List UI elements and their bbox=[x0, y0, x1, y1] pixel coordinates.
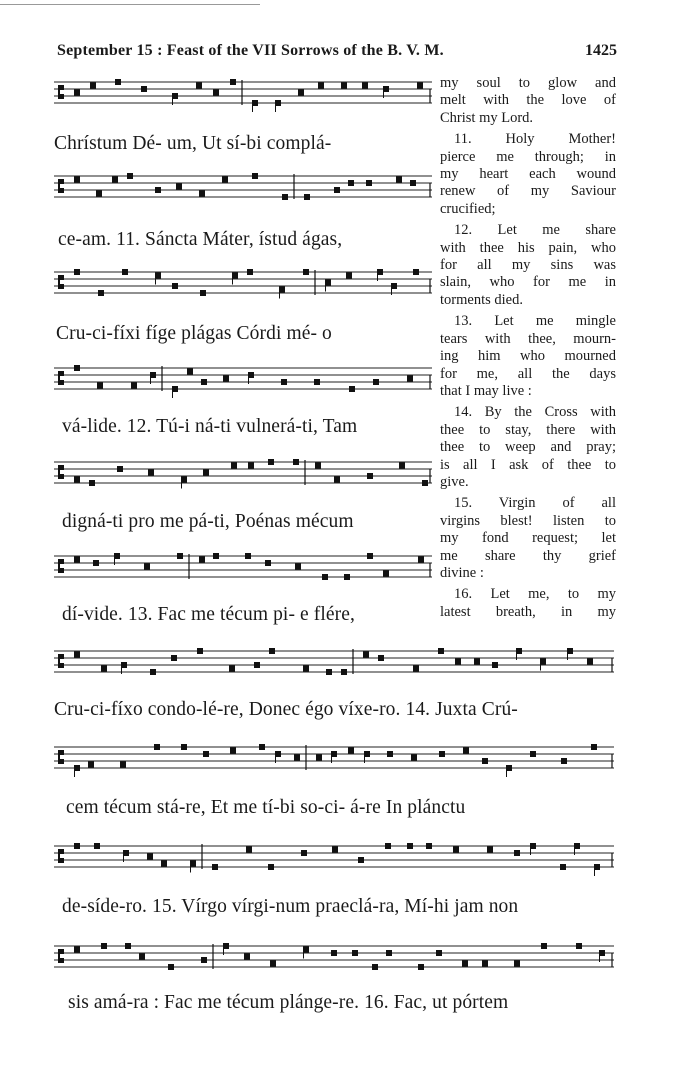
verse-line: torments died. bbox=[440, 291, 523, 308]
neume-note bbox=[213, 553, 219, 559]
verse-line: give. bbox=[440, 473, 469, 490]
neume-note bbox=[197, 648, 203, 654]
neume-note bbox=[74, 557, 80, 563]
neume-note bbox=[482, 961, 488, 967]
neume-note bbox=[304, 194, 310, 200]
neume-note bbox=[413, 666, 419, 672]
verse-line: 16. Let me, to my bbox=[454, 586, 616, 603]
verse-line: 13. Let me mingle bbox=[454, 313, 616, 330]
neume-note bbox=[74, 365, 80, 371]
neume-note bbox=[147, 854, 153, 860]
lyric-line: cem técum stá-re, Et me tí-bi so-ci- á-re In plánctu bbox=[66, 797, 466, 818]
neume-note bbox=[576, 943, 582, 949]
neume-note bbox=[591, 744, 597, 750]
neume-note bbox=[560, 864, 566, 870]
neume-note bbox=[439, 751, 445, 757]
neume-note bbox=[196, 83, 202, 89]
neume-note bbox=[150, 669, 156, 675]
neume-note bbox=[383, 571, 389, 577]
neume-note bbox=[363, 652, 369, 658]
neume-note bbox=[348, 748, 354, 754]
neume-note bbox=[245, 553, 251, 559]
neume-note bbox=[453, 847, 459, 853]
neume-note bbox=[177, 553, 183, 559]
neume-note bbox=[407, 376, 413, 382]
neume-note bbox=[171, 655, 177, 661]
verse-paragraph bbox=[440, 586, 616, 621]
neume-note bbox=[315, 463, 321, 469]
neume-note bbox=[74, 477, 80, 483]
verse-line: my fond request; let bbox=[440, 530, 616, 547]
neume-note bbox=[422, 480, 428, 486]
neume-note bbox=[172, 93, 178, 99]
neume-note bbox=[349, 386, 355, 392]
neume-note bbox=[248, 372, 254, 378]
neume-note bbox=[411, 755, 417, 761]
neume-note bbox=[303, 947, 309, 953]
neume-note bbox=[74, 947, 80, 953]
neume-note bbox=[387, 751, 393, 757]
page-number: 1425 bbox=[585, 42, 617, 59]
verse-paragraph bbox=[440, 75, 616, 127]
neume-note bbox=[352, 950, 358, 956]
verse-line: thee to stay, there with bbox=[440, 421, 616, 438]
neume-note bbox=[372, 964, 378, 970]
verse-line: with thee his pain, who bbox=[440, 239, 616, 256]
staff-drawing bbox=[54, 940, 614, 976]
neume-note bbox=[344, 574, 350, 580]
chant-staff bbox=[54, 940, 614, 976]
neume-note bbox=[378, 655, 384, 661]
staff-drawing bbox=[54, 362, 432, 398]
verse-line: 15. Virgin of all bbox=[454, 495, 616, 512]
verse-line: 11. Holy Mother! bbox=[454, 131, 616, 148]
neume-note bbox=[362, 83, 368, 89]
neume-note bbox=[318, 83, 324, 89]
neume-note bbox=[172, 283, 178, 289]
neume-note bbox=[244, 954, 250, 960]
neume-note bbox=[89, 480, 95, 486]
neume-note bbox=[90, 83, 96, 89]
neume-note bbox=[230, 748, 236, 754]
neume-note bbox=[373, 379, 379, 385]
neume-note bbox=[88, 762, 94, 768]
neume-note bbox=[94, 843, 100, 849]
clef-icon bbox=[58, 654, 64, 668]
verse-line: divine : bbox=[440, 564, 484, 581]
neume-note bbox=[96, 191, 102, 197]
neume-note bbox=[540, 659, 546, 665]
verse-line: pierce me through; in bbox=[440, 148, 616, 165]
neume-note bbox=[426, 843, 432, 849]
clef-icon bbox=[58, 559, 64, 573]
neume-note bbox=[514, 850, 520, 856]
neume-note bbox=[417, 83, 423, 89]
neume-note bbox=[487, 847, 493, 853]
neume-note bbox=[386, 950, 392, 956]
lyric-line: de-síde-ro. 15. Vírgo vírgi-num praeclá-ra, Mí-hi jam non bbox=[62, 896, 519, 917]
running-title: September 15 : Feast of the VII Sorrows of the B. V. M. bbox=[57, 42, 444, 59]
neume-note bbox=[150, 372, 156, 378]
neume-note bbox=[303, 269, 309, 275]
neume-note bbox=[275, 751, 281, 757]
neume-note bbox=[101, 666, 107, 672]
staff-drawing bbox=[54, 76, 432, 112]
neume-note bbox=[203, 470, 209, 476]
verse-line: my heart each wound bbox=[440, 166, 616, 183]
verse-line: that I may live : bbox=[440, 382, 532, 399]
neume-note bbox=[463, 748, 469, 754]
neume-note bbox=[203, 751, 209, 757]
clef-icon bbox=[58, 465, 64, 479]
verse-line: 14. By the Cross with bbox=[454, 404, 616, 421]
neume-note bbox=[112, 177, 118, 183]
neume-note bbox=[98, 290, 104, 296]
neume-note bbox=[122, 269, 128, 275]
neume-note bbox=[97, 383, 103, 389]
clef-icon bbox=[58, 275, 64, 289]
lyric-line: sis amá-ra : Fac me técum plánge-re. 16. Fac, ut pórtem bbox=[68, 992, 509, 1013]
neume-note bbox=[222, 177, 228, 183]
verse-line: thee to weep and pray; bbox=[440, 439, 616, 456]
lyric-line: Chrístum Dé- um, Ut sí-bi complá- bbox=[54, 133, 332, 154]
neume-note bbox=[115, 79, 121, 85]
neume-note bbox=[574, 843, 580, 849]
neume-note bbox=[474, 659, 480, 665]
neume-note bbox=[168, 964, 174, 970]
neume-note bbox=[74, 90, 80, 96]
neume-note bbox=[223, 376, 229, 382]
neume-note bbox=[229, 666, 235, 672]
neume-note bbox=[331, 751, 337, 757]
lyric-line: dí-vide. 13. Fac me técum pi- e flére, bbox=[62, 604, 355, 625]
neume-note bbox=[332, 847, 338, 853]
neume-note bbox=[561, 758, 567, 764]
neume-note bbox=[399, 463, 405, 469]
neume-note bbox=[438, 648, 444, 654]
neume-note bbox=[275, 100, 281, 106]
verse-line: ing him who mourned bbox=[440, 348, 616, 365]
neume-note bbox=[252, 100, 258, 106]
verse-line: is all I ask of thee to bbox=[440, 456, 616, 473]
lyric-line: vá-lide. 12. Tú-i ná-ti vulnerá-ti, Tam bbox=[62, 416, 358, 437]
neume-note bbox=[482, 758, 488, 764]
neume-note bbox=[269, 648, 275, 654]
neume-note bbox=[314, 379, 320, 385]
chant-staff bbox=[54, 170, 432, 206]
neume-note bbox=[587, 659, 593, 665]
verse-line: my soul to glow and bbox=[440, 75, 616, 91]
lyric-line: Cru-ci-fíxo condo-lé-re, Donec égo víxe-ro. 14. Juxta Crú- bbox=[54, 699, 518, 720]
neume-note bbox=[326, 669, 332, 675]
neume-note bbox=[114, 553, 120, 559]
neume-note bbox=[492, 662, 498, 668]
neume-note bbox=[316, 755, 322, 761]
clef-icon bbox=[58, 949, 64, 963]
neume-note bbox=[407, 843, 413, 849]
neume-note bbox=[230, 79, 236, 85]
neume-note bbox=[377, 269, 383, 275]
verse-line: for me, all the days bbox=[440, 365, 616, 382]
neume-note bbox=[295, 564, 301, 570]
neume-note bbox=[117, 466, 123, 472]
verse-line: me share thy grief bbox=[440, 547, 616, 564]
clef-icon bbox=[58, 750, 64, 764]
neume-note bbox=[282, 194, 288, 200]
neume-note bbox=[176, 184, 182, 190]
neume-note bbox=[74, 765, 80, 771]
neume-note bbox=[199, 557, 205, 563]
staff-drawing bbox=[54, 645, 614, 681]
chant-staff bbox=[54, 741, 614, 777]
neume-note bbox=[268, 459, 274, 465]
neume-note bbox=[268, 864, 274, 870]
neume-note bbox=[462, 961, 468, 967]
neume-note bbox=[594, 864, 600, 870]
staff-drawing bbox=[54, 266, 432, 302]
neume-note bbox=[155, 187, 161, 193]
neume-note bbox=[190, 861, 196, 867]
page-top-rule bbox=[0, 4, 260, 5]
verse-paragraph bbox=[440, 313, 616, 400]
neume-note bbox=[172, 386, 178, 392]
neume-note bbox=[212, 864, 218, 870]
neume-note bbox=[436, 950, 442, 956]
neume-note bbox=[301, 850, 307, 856]
neume-note bbox=[294, 755, 300, 761]
neume-note bbox=[127, 173, 133, 179]
verse-line: crucified; bbox=[440, 200, 496, 217]
verse-paragraph bbox=[440, 222, 616, 309]
neume-note bbox=[346, 273, 352, 279]
neume-note bbox=[303, 666, 309, 672]
neume-note bbox=[247, 269, 253, 275]
neume-note bbox=[281, 379, 287, 385]
neume-note bbox=[279, 287, 285, 293]
neume-note bbox=[567, 648, 573, 654]
neume-note bbox=[418, 557, 424, 563]
neume-note bbox=[144, 564, 150, 570]
neume-note bbox=[248, 463, 254, 469]
neume-note bbox=[259, 744, 265, 750]
clef-icon bbox=[58, 849, 64, 863]
neume-note bbox=[74, 843, 80, 849]
neume-note bbox=[74, 269, 80, 275]
chant-staff bbox=[54, 456, 432, 492]
neume-note bbox=[120, 762, 126, 768]
neume-note bbox=[383, 86, 389, 92]
translation-column bbox=[440, 75, 616, 621]
neume-note bbox=[298, 90, 304, 96]
neume-note bbox=[139, 954, 145, 960]
neume-note bbox=[367, 553, 373, 559]
neume-note bbox=[265, 560, 271, 566]
neume-note bbox=[396, 177, 402, 183]
neume-note bbox=[322, 574, 328, 580]
neume-note bbox=[200, 290, 206, 296]
neume-note bbox=[367, 473, 373, 479]
neume-note bbox=[213, 90, 219, 96]
staff-drawing bbox=[54, 550, 432, 586]
verse-line: tears with thee, mourn- bbox=[440, 330, 616, 347]
neume-note bbox=[270, 961, 276, 967]
neume-note bbox=[325, 280, 331, 286]
verse-line: latest breath, in my bbox=[440, 603, 616, 620]
neume-note bbox=[418, 964, 424, 970]
neume-note bbox=[246, 847, 252, 853]
staff-drawing bbox=[54, 456, 432, 492]
neume-note bbox=[74, 652, 80, 658]
neume-note bbox=[541, 943, 547, 949]
neume-note bbox=[341, 83, 347, 89]
neume-note bbox=[141, 86, 147, 92]
neume-note bbox=[455, 659, 461, 665]
verse-line: for all my sins was bbox=[440, 257, 616, 274]
staff-drawing bbox=[54, 741, 614, 777]
neume-note bbox=[101, 943, 107, 949]
clef-icon bbox=[58, 179, 64, 193]
neume-note bbox=[364, 751, 370, 757]
neume-note bbox=[154, 744, 160, 750]
neume-note bbox=[155, 273, 161, 279]
neume-note bbox=[599, 950, 605, 956]
verse-paragraph bbox=[440, 131, 616, 218]
neume-note bbox=[201, 957, 207, 963]
lyric-line: ce-am. 11. Sáncta Máter, ístud ágas, bbox=[58, 229, 343, 250]
neume-note bbox=[348, 180, 354, 186]
neume-note bbox=[366, 180, 372, 186]
lyric-line: Cru-ci-fíxi fíge plágas Córdi mé- o bbox=[56, 323, 332, 344]
neume-note bbox=[123, 850, 129, 856]
neume-note bbox=[121, 662, 127, 668]
neume-note bbox=[341, 669, 347, 675]
verse-line: virgins blest! listen to bbox=[440, 512, 616, 529]
neume-note bbox=[131, 383, 137, 389]
neume-note bbox=[232, 273, 238, 279]
neume-note bbox=[514, 961, 520, 967]
chant-staff bbox=[54, 362, 432, 398]
chant-staff bbox=[54, 266, 432, 302]
neume-note bbox=[413, 269, 419, 275]
verse-line: slain, who for me in bbox=[440, 274, 616, 291]
verse-line: Christ my Lord. bbox=[440, 109, 534, 126]
page-header bbox=[57, 42, 617, 64]
neume-note bbox=[293, 459, 299, 465]
lyric-line: digná-ti pro me pá-ti, Poénas mécum bbox=[62, 511, 354, 532]
neume-note bbox=[254, 662, 260, 668]
verse-line: melt with the love of bbox=[440, 92, 616, 109]
neume-note bbox=[334, 477, 340, 483]
verse-paragraph bbox=[440, 404, 616, 491]
chant-staff bbox=[54, 550, 432, 586]
neume-note bbox=[506, 765, 512, 771]
neume-note bbox=[148, 470, 154, 476]
neume-note bbox=[516, 648, 522, 654]
chant-staff bbox=[54, 76, 432, 112]
clef-icon bbox=[58, 85, 64, 99]
clef-icon bbox=[58, 371, 64, 385]
neume-note bbox=[93, 560, 99, 566]
neume-note bbox=[231, 463, 237, 469]
neume-note bbox=[391, 283, 397, 289]
staff-drawing bbox=[54, 170, 432, 206]
neume-note bbox=[201, 379, 207, 385]
neume-note bbox=[334, 187, 340, 193]
verse-line: 12. Let me share bbox=[454, 222, 616, 239]
neume-note bbox=[358, 857, 364, 863]
verse-paragraph bbox=[440, 495, 616, 582]
neume-note bbox=[410, 180, 416, 186]
neume-note bbox=[161, 861, 167, 867]
verse-line: renew of my Saviour bbox=[440, 183, 616, 200]
neume-note bbox=[125, 943, 131, 949]
neume-note bbox=[530, 751, 536, 757]
neume-note bbox=[199, 191, 205, 197]
neume-note bbox=[181, 477, 187, 483]
neume-note bbox=[181, 744, 187, 750]
neume-note bbox=[252, 173, 258, 179]
neume-note bbox=[530, 843, 536, 849]
chant-staff bbox=[54, 840, 614, 876]
staff-drawing bbox=[54, 840, 614, 876]
neume-note bbox=[385, 843, 391, 849]
neume-note bbox=[74, 177, 80, 183]
neume-note bbox=[223, 943, 229, 949]
chant-staff bbox=[54, 645, 614, 681]
neume-note bbox=[187, 369, 193, 375]
neume-note bbox=[331, 950, 337, 956]
